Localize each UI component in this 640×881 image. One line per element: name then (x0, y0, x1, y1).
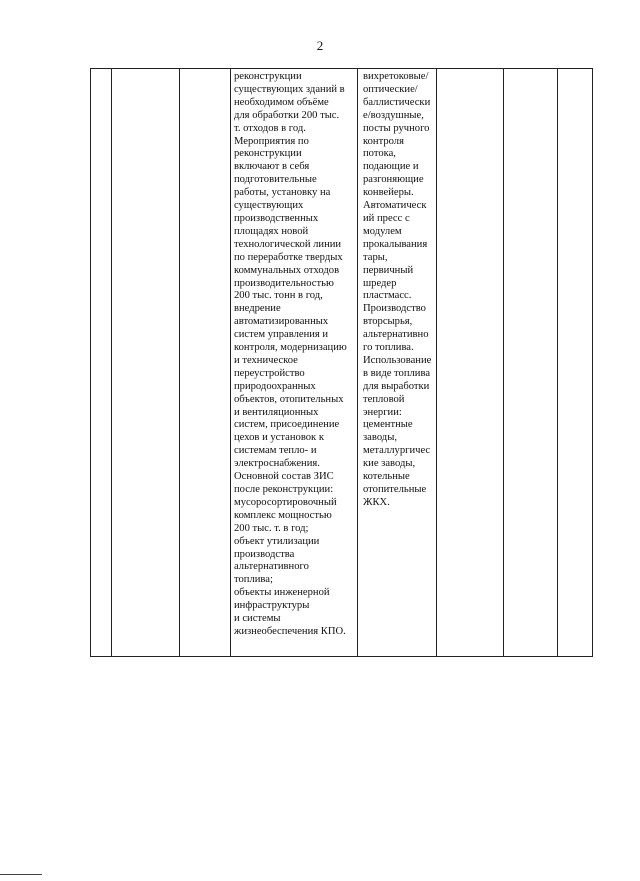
text-line: Автоматическ (363, 200, 427, 212)
text-line: цементные (363, 419, 413, 431)
text-line: котельные (363, 471, 410, 483)
text-line: системам тепло- и (234, 445, 317, 457)
text-line: необходимом объёме (234, 96, 329, 108)
text-line: оптические/ (363, 83, 418, 95)
text-line: т. отходов в год. (234, 122, 306, 134)
text-line: природоохранных (234, 380, 316, 392)
text-line: площадях новой (234, 225, 309, 237)
text-line: Производство (363, 303, 426, 315)
text-line: первичный (363, 264, 414, 276)
text-line: жизнеобеспечения КПО. (234, 625, 346, 637)
text-line: контроля (363, 135, 404, 147)
text-line: 200 тыс. тонн в год, (234, 290, 323, 302)
text-line: после реконструкции: (234, 484, 334, 495)
page-number: 2 (316, 38, 324, 53)
table-cell-1 (91, 69, 112, 657)
text-line: прокалывания (363, 238, 428, 250)
text-line: коммунальных отходов (234, 264, 340, 276)
text-line: модулем (363, 225, 402, 237)
text-line: пластмасс. (363, 290, 412, 302)
text-line: для выработки (363, 380, 430, 392)
text-line: существующих (234, 200, 304, 212)
table-cell-2 (112, 69, 180, 657)
text-line: объекты инженерной (234, 587, 330, 599)
text-line: Мероприятия по (234, 135, 309, 147)
text-line: подготовительные (234, 174, 317, 186)
table-cell-6 (437, 69, 504, 657)
text-line: инфраструктуры (234, 600, 310, 612)
text-line: вихретоковые/ (363, 71, 429, 82)
text-line: конвейеры. (363, 187, 414, 199)
text-line: комплекс мощностью (234, 509, 332, 521)
text-line: мусоросортировочный (234, 496, 337, 508)
text-line: производительностью (234, 277, 334, 289)
text-line: электроснабжения. (234, 458, 320, 470)
text-line: реконструкции (234, 148, 302, 160)
text-line: кие заводы, (363, 458, 416, 470)
text-line: Основной состав ЗИС (234, 471, 334, 483)
text-line: альтернативно (363, 329, 429, 341)
text-line: переустройство (234, 367, 305, 379)
text-line: металлургичес (363, 445, 431, 457)
equipment-description-text (358, 69, 436, 510)
text-line: технологической линии (234, 238, 342, 250)
text-line: для обработки 200 тыс. (234, 109, 340, 121)
text-line: ий пресс с (363, 212, 410, 224)
text-line: производства (234, 548, 295, 560)
text-line: и вентиляционных (234, 406, 319, 418)
equipment-description-cell (358, 69, 437, 657)
text-line: объектов, отопительных (234, 393, 344, 405)
text-line: тары, (363, 251, 388, 263)
text-line: внедрение (234, 303, 281, 315)
reconstruction-description-cell (231, 69, 358, 657)
text-line: топлива; (234, 574, 273, 586)
text-line: в виде топлива (363, 367, 431, 379)
text-line: подающие и (363, 161, 419, 173)
table-cell-7 (504, 69, 558, 657)
text-line: автоматизированных (234, 316, 329, 328)
reconstruction-description-text (231, 69, 357, 639)
text-line: существующих зданий в (234, 83, 345, 95)
text-line: включают в себя (234, 161, 310, 173)
text-line: го топлива. (363, 342, 414, 354)
text-line: реконструкции (234, 71, 302, 82)
text-line: контроля, модернизацию (234, 342, 347, 354)
text-line: баллистически (363, 96, 431, 108)
text-line: и системы (234, 613, 281, 625)
text-line: вторсырья, (363, 316, 413, 328)
text-line: разгоняющие (363, 174, 424, 186)
text-line: объект утилизации (234, 535, 320, 547)
text-line: работы, установку на (234, 187, 331, 199)
text-line: цехов и установок к (234, 432, 324, 444)
scan-edge-mark (0, 874, 42, 875)
table-cell-3 (180, 69, 231, 657)
text-line: производственных (234, 212, 319, 224)
text-line: и техническое (234, 354, 298, 366)
text-line: Использование (363, 354, 432, 366)
text-line: потока, (363, 148, 396, 160)
text-line: по переработке твердых (234, 251, 343, 263)
table-row (91, 69, 593, 657)
text-line: систем, присоединение (234, 419, 340, 431)
text-line: 200 тыс. т. в год; (234, 522, 309, 534)
text-line: тепловой (363, 393, 405, 405)
text-line: систем управления и (234, 329, 329, 341)
table-cell-8 (558, 69, 593, 657)
text-line: посты ручного (363, 122, 430, 134)
text-line: энергии: (363, 406, 402, 418)
text-line: заводы, (363, 432, 397, 444)
text-line: альтернативного (234, 561, 309, 573)
measures-table (90, 68, 593, 657)
text-line: отопительные (363, 484, 427, 495)
text-line: шредер (363, 277, 397, 289)
text-line: е/воздушные, (363, 109, 424, 121)
text-line: ЖКХ. (363, 496, 390, 508)
